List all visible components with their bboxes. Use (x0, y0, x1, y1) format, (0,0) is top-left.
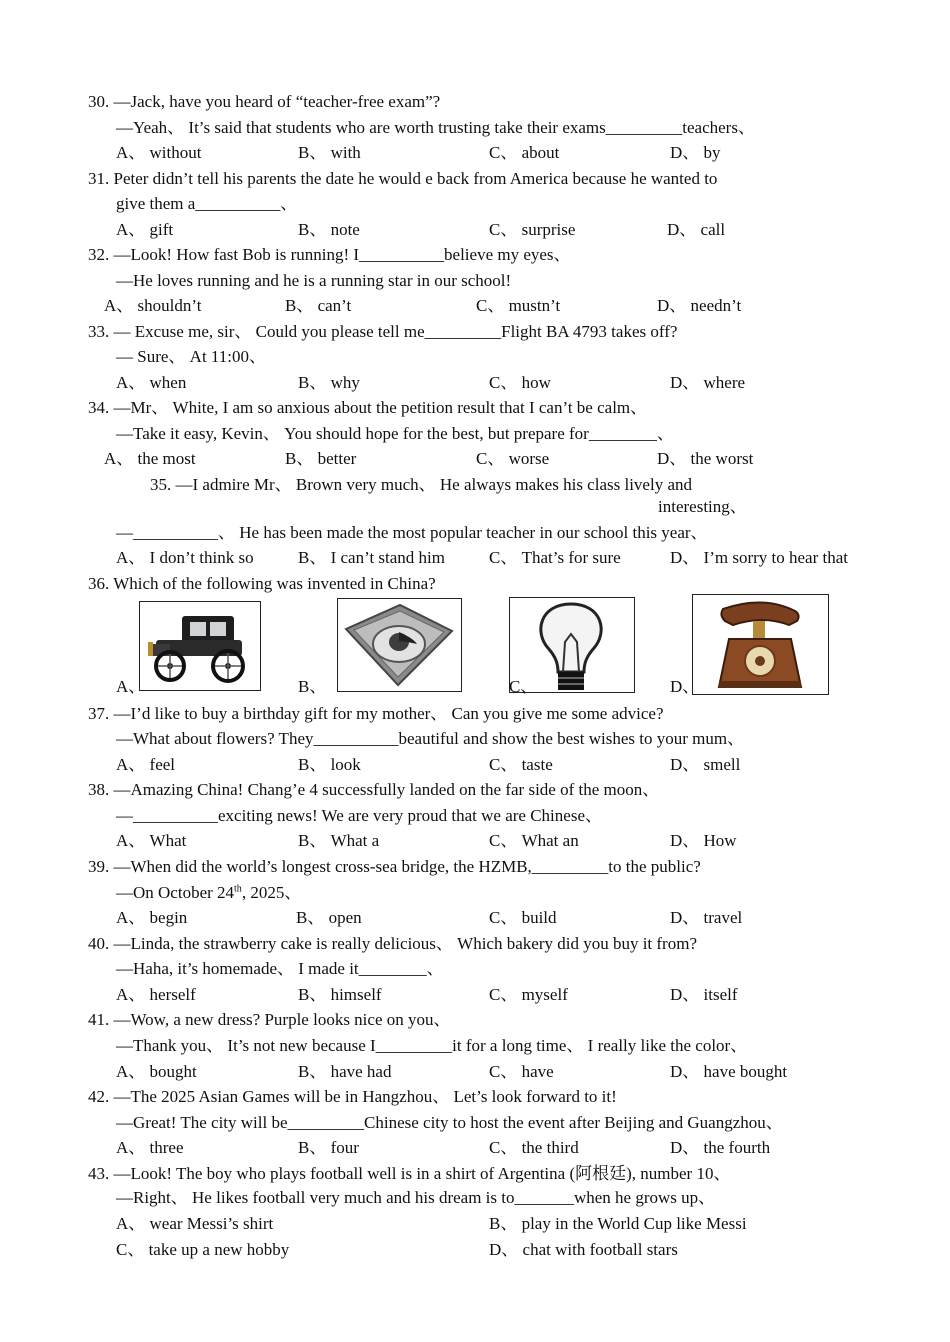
question-30: 30. —Jack, have you heard of “teacher-free exam”? (88, 92, 441, 111)
question-30-line-2: —Yeah、 It’s said that students who are worth trusting take their exams_________teachers、 (116, 118, 755, 137)
option-d[interactable]: D、 I’m sorry to hear that (670, 548, 848, 567)
option-d[interactable]: D、 the worst (657, 449, 754, 468)
option-b[interactable]: B、 (298, 677, 327, 696)
option-b[interactable]: B、 have had (298, 1062, 392, 1081)
option-c[interactable]: C、 have (489, 1062, 554, 1081)
question-42-line-2: —Great! The city will be_________Chinese city to host the event after Beijing and Guangzhou、 (116, 1113, 783, 1132)
option-a[interactable]: A、 bought (116, 1062, 197, 1081)
question-35-line-2: interesting、 (658, 497, 747, 516)
option-c[interactable]: C、 about (489, 143, 560, 162)
old-car-icon[interactable] (139, 601, 261, 691)
question-34: 34. —Mr、 White, I am so anxious about the petition result that I can’t be calm、 (88, 398, 648, 417)
question-35: 35. —I admire Mr、 Brown very much、 He always makes his class lively and (150, 475, 692, 494)
option-a[interactable]: A、 when (116, 373, 187, 392)
option-d[interactable]: D、 (670, 677, 700, 696)
option-b[interactable]: B、 note (298, 220, 360, 239)
option-b[interactable]: B、 I can’t stand him (298, 548, 445, 567)
option-d[interactable]: D、 call (667, 220, 726, 239)
option-c[interactable]: C、 the third (489, 1138, 579, 1157)
option-c[interactable]: C、 mustn’t (476, 296, 561, 315)
question-40: 40. —Linda, the strawberry cake is really delicious、 Which bakery did you buy it from? (88, 934, 697, 953)
question-37-line-2: —What about flowers? They__________beautiful and show the best wishes to your mum、 (116, 729, 745, 748)
option-d[interactable]: D、 by (670, 143, 721, 162)
question-36: 36. Which of the following was invented in China? (88, 574, 436, 593)
option-c[interactable]: C、 What an (489, 831, 579, 850)
option-a[interactable]: A、 begin (116, 908, 188, 927)
option-a[interactable]: A、 without (116, 143, 202, 162)
option-d[interactable]: D、 needn’t (657, 296, 742, 315)
compass-icon[interactable] (337, 598, 462, 692)
option-d[interactable]: D、 How (670, 831, 737, 850)
question-37: 37. —I’d like to buy a birthday gift for my mother、 Can you give me some advice? (88, 704, 664, 723)
option-d[interactable]: D、 itself (670, 985, 738, 1004)
question-32: 32. —Look! How fast Bob is running! I__________believe my eyes、 (88, 245, 571, 264)
option-c[interactable]: C、 worse (476, 449, 550, 468)
question-33: 33. — Excuse me, sir、 Could you please tell me_________Flight BA 4793 takes off? (88, 322, 678, 341)
question-38-line-2: —__________exciting news! We are very proud that we are Chinese、 (116, 806, 602, 825)
question-43: 43. —Look! The boy who plays football well is in a shirt of Argentina (阿根廷), number 10、 (88, 1164, 731, 1183)
question-31-line-2: give them a__________、 (116, 194, 298, 213)
question-35-line-3: —__________、 He has been made the most popular teacher in our school this year、 (116, 523, 708, 542)
option-a[interactable]: A、 shouldn’t (104, 296, 202, 315)
question-38: 38. —Amazing China! Chang’e 4 successfully landed on the far side of the moon、 (88, 780, 660, 799)
option-a[interactable]: A、 gift (116, 220, 174, 239)
question-31: 31. Peter didn’t tell his parents the date he would e back from America because he wanted to (88, 169, 718, 188)
option-a[interactable]: A、 wear Messi’s shirt (116, 1214, 274, 1233)
option-c[interactable]: C、 That’s for sure (489, 548, 621, 567)
option-a[interactable]: A、 feel (116, 755, 176, 774)
option-b[interactable]: B、 better (285, 449, 357, 468)
question-34-line-2: —Take it easy, Kevin、 You should hope for the best, but prepare for________、 (116, 424, 674, 443)
question-32-line-2: —He loves running and he is a running star in our school! (116, 271, 512, 290)
option-a[interactable]: A、 (116, 677, 146, 696)
question-33-line-2: — Sure、 At 11:00、 (116, 347, 267, 366)
option-c[interactable]: C、 taste (489, 755, 553, 774)
option-b[interactable]: B、 open (296, 908, 362, 927)
option-b[interactable]: B、 with (298, 143, 361, 162)
option-c[interactable]: C、 myself (489, 985, 568, 1004)
question-39-line-2: —On October 24th, 2025、 (116, 883, 302, 902)
option-d[interactable]: D、 travel (670, 908, 743, 927)
question-41: 41. —Wow, a new dress? Purple looks nice on you、 (88, 1010, 451, 1029)
option-b[interactable]: B、 four (298, 1138, 359, 1157)
question-39: 39. —When did the world’s longest cross-sea bridge, the HZMB,_________to the public? (88, 857, 701, 876)
question-41-line-2: —Thank you、 It’s not new because I_________it for a long time、 I really like the color、 (116, 1036, 748, 1055)
telephone-icon[interactable] (692, 594, 829, 695)
option-c[interactable]: C、 (509, 677, 538, 696)
option-c[interactable]: C、 how (489, 373, 551, 392)
option-d[interactable]: D、 where (670, 373, 746, 392)
option-b[interactable]: B、 himself (298, 985, 382, 1004)
option-a[interactable]: A、 herself (116, 985, 196, 1004)
option-d[interactable]: D、 smell (670, 755, 741, 774)
option-c[interactable]: C、 surprise (489, 220, 576, 239)
option-d[interactable]: D、 have bought (670, 1062, 788, 1081)
option-d[interactable]: D、 chat with football stars (489, 1240, 678, 1259)
option-a[interactable]: A、 What (116, 831, 187, 850)
question-42: 42. —The 2025 Asian Games will be in Hangzhou、 Let’s look forward to it! (88, 1087, 617, 1106)
option-a[interactable]: A、 three (116, 1138, 184, 1157)
option-b[interactable]: B、 What a (298, 831, 380, 850)
option-c[interactable]: C、 build (489, 908, 557, 927)
option-b[interactable]: B、 why (298, 373, 360, 392)
option-a[interactable]: A、 I don’t think so (116, 548, 254, 567)
option-a[interactable]: A、 the most (104, 449, 196, 468)
option-d[interactable]: D、 the fourth (670, 1138, 771, 1157)
option-b[interactable]: B、 look (298, 755, 361, 774)
question-40-line-2: —Haha, it’s homemade、 I made it________、 (116, 959, 444, 978)
option-b[interactable]: B、 can’t (285, 296, 352, 315)
question-43-line-2: —Right、 He likes football very much and his dream is to_______when he grows up、 (116, 1188, 716, 1207)
option-b[interactable]: B、 play in the World Cup like Messi (489, 1214, 747, 1233)
option-c[interactable]: C、 take up a new hobby (116, 1240, 290, 1259)
